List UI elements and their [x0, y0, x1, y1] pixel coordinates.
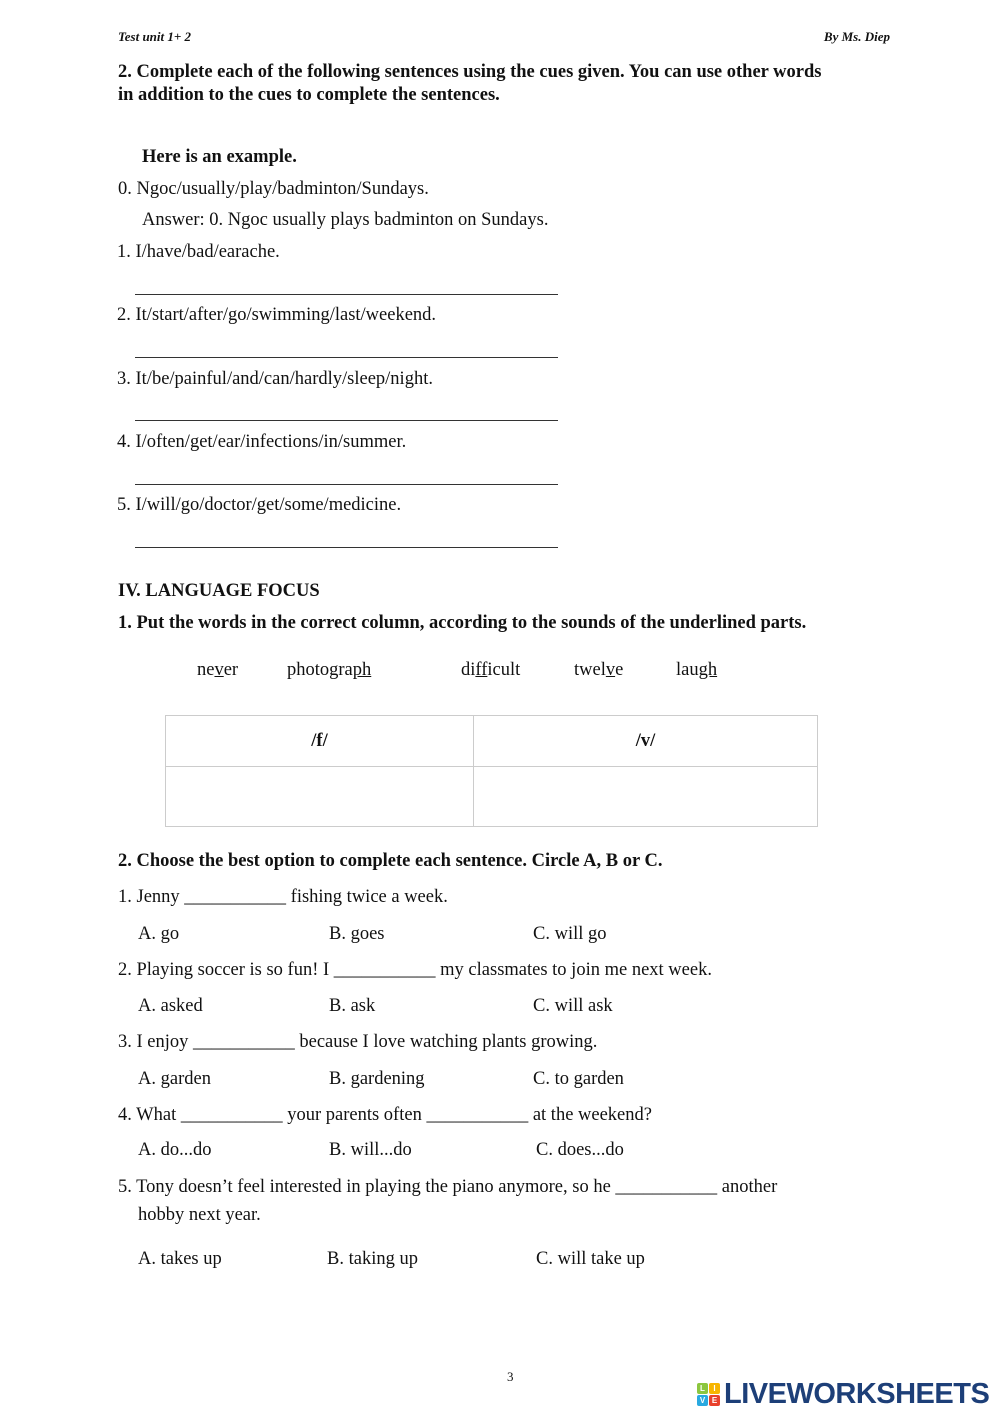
question-2-title: 2. Choose the best option to complete each sentence. Circle A, B or C.	[118, 851, 663, 871]
option-a[interactable]: A. go	[138, 924, 180, 944]
word-laugh: laugh	[676, 660, 718, 680]
answer-line[interactable]	[135, 420, 558, 421]
mc-question-cont: hobby next year.	[138, 1205, 261, 1225]
option-a[interactable]: A. do...do	[138, 1140, 212, 1160]
answer-line[interactable]	[135, 357, 558, 358]
option-b[interactable]: B. gardening	[329, 1069, 425, 1089]
option-b[interactable]: B. goes	[329, 924, 385, 944]
mc-question: 2. Playing soccer is so fun! I ___________ my classmates to join me next week.	[118, 960, 712, 980]
section-title: 2. Complete each of the following sentences using the cues given. You can use other words	[118, 62, 822, 82]
liveworksheets-logo	[697, 1378, 989, 1411]
option-c[interactable]: C. will take up	[536, 1249, 645, 1269]
logo-cube-icon: L I V E	[697, 1383, 720, 1406]
option-b[interactable]: B. will...do	[329, 1140, 412, 1160]
cue-item: 5. I/will/go/doctor/get/some/medicine.	[117, 495, 402, 515]
section-title-2: in addition to the cues to complete the sentences.	[118, 85, 500, 105]
header-right: By Ms. Diep	[823, 29, 890, 44]
sound-table	[165, 715, 818, 827]
option-b[interactable]: B. ask	[329, 996, 376, 1016]
option-a[interactable]: A. asked	[138, 996, 203, 1016]
mc-question: 4. What ___________ your parents often ___________ at the weekend?	[118, 1105, 652, 1125]
answer-line[interactable]	[135, 547, 558, 548]
word-twelve: twelve	[574, 660, 624, 680]
mc-question: 5. Tony doesn’t feel interested in playing the piano anymore, so he ___________ another	[118, 1177, 778, 1197]
header-left: Test unit 1+ 2	[118, 29, 192, 44]
cue-item: 2. It/start/after/go/swimming/last/weekend.	[117, 305, 437, 325]
column-v-cell[interactable]	[474, 767, 818, 827]
logo-text: LIVEWORKSHEETS	[724, 1378, 990, 1410]
cue-item: 3. It/be/painful/and/can/hardly/sleep/night.	[117, 369, 433, 389]
option-b[interactable]: B. taking up	[327, 1249, 418, 1269]
option-c[interactable]: C. to garden	[533, 1069, 624, 1089]
option-a[interactable]: A. garden	[138, 1069, 211, 1089]
mc-question: 1. Jenny ___________ fishing twice a week.	[118, 887, 448, 907]
word-never: never	[197, 660, 239, 680]
page-number: 3	[507, 1369, 514, 1384]
example-label: Here is an example.	[142, 147, 297, 167]
mc-question: 3. I enjoy ___________ because I love watching plants growing.	[118, 1032, 598, 1052]
example-cue: 0. Ngoc/usually/play/badminton/Sundays.	[118, 179, 429, 199]
column-v-header: /v/	[474, 716, 818, 767]
example-answer: Answer: 0. Ngoc usually plays badminton on Sundays.	[142, 210, 549, 230]
word-photograph: photograph	[287, 660, 372, 680]
word-difficult: difficult	[461, 660, 521, 680]
answer-line[interactable]	[135, 484, 558, 485]
option-c[interactable]: C. does...do	[536, 1140, 624, 1160]
option-c[interactable]: C. will ask	[533, 996, 613, 1016]
answer-line[interactable]	[135, 294, 558, 295]
cue-item: 1. I/have/bad/earache.	[117, 242, 280, 262]
language-focus-title: IV. LANGUAGE FOCUS	[118, 581, 320, 601]
question-1-title: 1. Put the words in the correct column, according to the sounds of the underlined parts.	[118, 613, 807, 633]
cue-item: 4. I/often/get/ear/infections/in/summer.	[117, 432, 407, 452]
column-f-header: /f/	[166, 716, 474, 767]
column-f-cell[interactable]	[166, 767, 474, 827]
option-c[interactable]: C. will go	[533, 924, 607, 944]
option-a[interactable]: A. takes up	[138, 1249, 222, 1269]
